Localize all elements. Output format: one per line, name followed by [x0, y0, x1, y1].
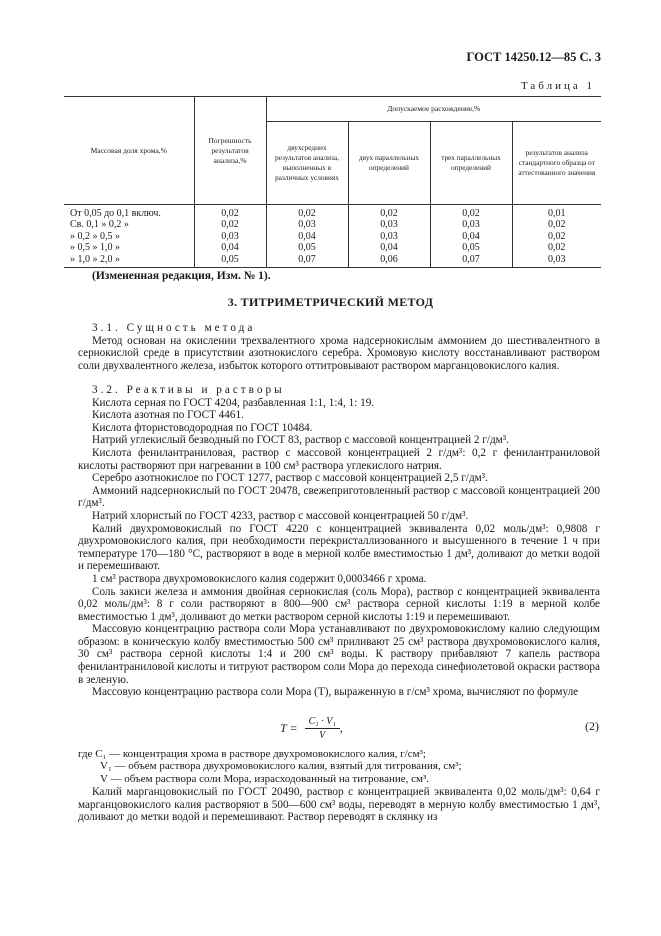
paragraph: Метод основан на окислении трехвалентного хрома надсернокислым аммонием до шестивалентного в сернокислой среде в присутствии азотнокислого серебра. Хромовую кислоту восстанавливают раствором соли двухвалентного железа, избыток которого оттитровывают раствором марганцовокислого калия. — [78, 334, 600, 372]
section-tail — [78, 786, 600, 824]
subsection-heading: 3.2. Реактивы и растворы — [92, 384, 285, 396]
paragraph: Кислота серная по ГОСТ 4204, разбавленная 1:1, 1:4, 1: 19. — [92, 396, 375, 409]
paragraph: Кислота азотная по ГОСТ 4461. — [92, 409, 244, 422]
paragraph: Натрий углекислый безводный по ГОСТ 83, раствор с массовой концентрацией 2 г/дм³. — [92, 434, 509, 447]
paragraph: Аммоний надсернокислый по ГОСТ 20478, свежеприготовленный раствор с массовой концентрацией 200 г/дм³. — [78, 484, 600, 510]
legend-line: V — объем раствора соли Мора, израсходованный на титрование, см³. — [100, 772, 430, 785]
amendment-note: (Измененная редакция, Изм. № 1). — [92, 270, 271, 282]
standard-cell: 0,01 0,02 0,02 0,02 0,03 — [512, 205, 601, 268]
formula-denominator: V — [319, 730, 326, 741]
col-header-allowed: Допускаемое расхождение,% — [266, 97, 601, 122]
section-title: 3. ТИТРИМЕТРИЧЕСКИЙ МЕТОД — [227, 295, 434, 309]
paragraph: 1 см³ раствора двухромовокислого калия содержит 0,0003466 г хрома. — [92, 572, 427, 585]
two-means-cell: 0,02 0,03 0,04 0,05 0,07 — [266, 205, 348, 268]
formula-lhs: T = — [280, 721, 298, 735]
sub-header-two-means: двухсредних результатов анализа, выполненных в различных условиях — [266, 122, 348, 205]
formula-number: (2) — [585, 719, 599, 733]
error-cell: 0,02 0,02 0,03 0,04 0,05 — [194, 205, 266, 268]
formula-tail: , — [339, 720, 343, 735]
sub-header-standard: результатов анализа стандартного образца от аттестованного значения — [512, 122, 601, 205]
two-parallel-cell: 0,02 0,03 0,03 0,04 0,06 — [348, 205, 430, 268]
three-parallel-cell: 0,02 0,03 0,04 0,05 0,07 — [430, 205, 512, 268]
mass-cell: От 0,05 до 0,1 включ. Св. 0,1 » 0,2 » » 0,2 » 0,5 » » 0,5 » 1,0 » » 1,0 » 2,0 » — [70, 208, 161, 265]
page-header: ГОСТ 14250.12—85 С. 3 — [466, 50, 601, 64]
paragraph: Кислота фтористоводородная по ГОСТ 10484. — [92, 421, 313, 434]
legend-line: V₁ — объем раствора двухромовокислого калия, взятый для титрования, см³; — [100, 760, 462, 773]
formula-legend — [78, 748, 600, 785]
table-caption: Таблица 1 — [520, 80, 595, 92]
paragraph: Натрий хлористый по ГОСТ 4233, раствор с массовой концентрацией 50 г/дм³. — [92, 509, 469, 522]
sub-header-two-parallel: двух параллельных определений — [348, 122, 430, 205]
formula-fraction — [305, 716, 340, 741]
paragraph: Соль закиси железа и аммония двойная сернокислая (соль Мора), раствор с концентрацией эквивалента 0,02 моль/дм³: 8 г соли растворяют в 800—900 см³ раствора серной кислоты 1:19 в мерной колбе вместимостью 1 дм³, доливают до метки раствором серной кислоты 1:19 и перемешивают. — [78, 585, 600, 623]
col-header-error: Погрешность результатов анализа,% — [194, 97, 266, 205]
legend-line: где C₁ — концентрация хрома в растворе двухромовокислого калия, г/см³; — [78, 748, 426, 760]
section-3-1 — [78, 322, 600, 372]
subsection-heading: 3.1. Сущность метода — [92, 322, 256, 334]
paragraph: Массовую концентрацию раствора соли Мора (Т), выраженную в г/см³ хрома, вычисляют по формуле — [92, 686, 579, 699]
formula-2 — [280, 716, 343, 741]
section-3-2 — [78, 384, 600, 699]
paragraph: Массовую концентрацию раствора соли Мора устанавливают по двухромовокислому калию следующим образом: в коническую колбу вместимостью 500 см³ приливают 25 см³ раствора двухромовокислого калия, 30 см³ раствора серной кислоты 1:4 и 200 см³ воды. К раствору прибавляют 7 капель раствора фенилантраниловой кислоты и титруют раствором соли Мора до перехода синефиолетовой окраски раствора в зеленую. — [78, 623, 600, 686]
tolerance-table — [64, 96, 601, 268]
table-row — [64, 205, 601, 268]
formula-numerator: C₁ · V₁ — [305, 716, 340, 729]
paragraph: Кислота фенилантраниловая, раствор с массовой концентрацией 2 г/дм³: 0,2 г фенилантраниловой кислоты растворяют при нагревании в 100 см³ раствора углекислого натрия. — [78, 446, 600, 472]
paragraph: Серебро азотнокислое по ГОСТ 1277, раствор с массовой концентрацией 2,5 г/дм³. — [92, 472, 488, 485]
sub-header-three-parallel: трех параллельных определений — [430, 122, 512, 205]
paragraph: Калий двухромовокислый по ГОСТ 4220 с концентрацией эквивалента 0,02 моль/дм³: 0,9808 г двухромовокислого калия, при необходимости перекристаллизованного и высушенного в течение 1 ч при температуре 170—180 °С, растворяют в воде в мерной колбе вместимостью 1 дм³, доливают до метки водой и перемешивают. — [78, 522, 600, 573]
paragraph: Калий марганцовокислый по ГОСТ 20490, раствор с концентрацией эквивалента 0,02 моль/дм³: 0,64 г марганцовокислого калия растворяют в 500—600 см³ воды, переводят в мерную колбу вместимостью 1 дм³, доливают до метки водой и перемешивают. Раствор переводят в склянку из — [78, 786, 600, 824]
col-header-mass: Массовая доля хрома,% — [64, 97, 194, 205]
